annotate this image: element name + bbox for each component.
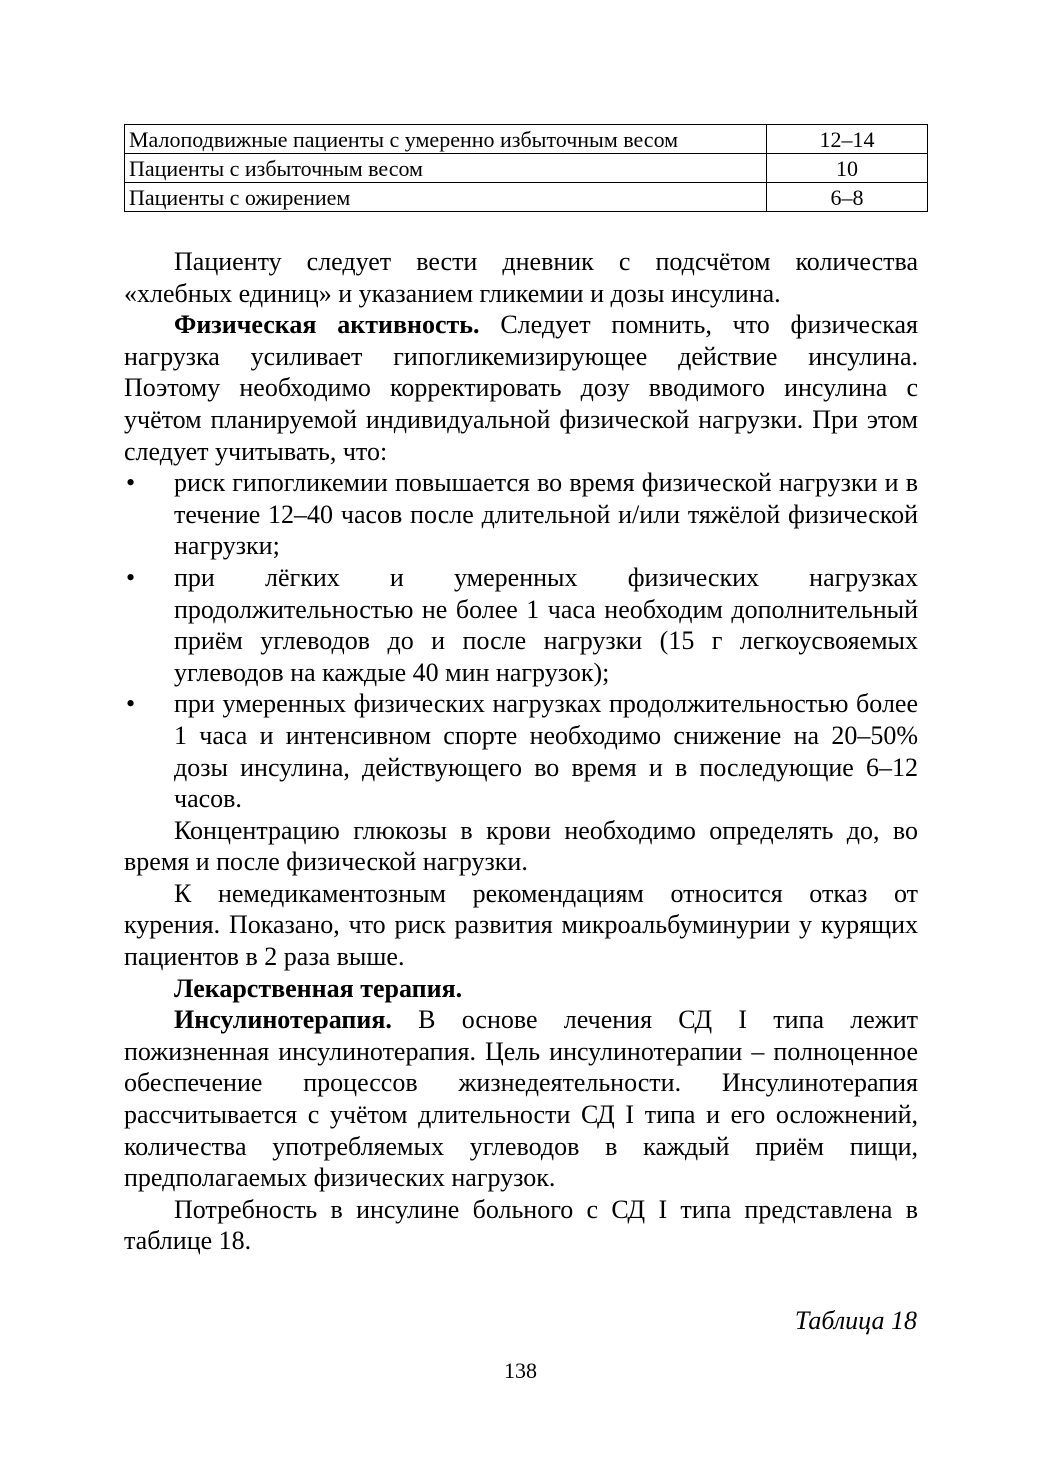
list-item <box>124 467 918 562</box>
paragraph-drug-therapy <box>124 973 918 1005</box>
paragraph-text: Следует помнить, что физическая нагрузка усиливает гипогликемизирующее действие инсулина. Поэтому необходимо корректировать дозу вводимого инсулина с учётом планируемой индивидуальной физической нагрузки. При этом следует учитывать, что: <box>124 310 918 466</box>
table-cell-value: 12–14 <box>767 125 928 154</box>
page-number: 138 <box>504 1358 537 1383</box>
list-item <box>124 688 918 814</box>
list-item-text: при умеренных физических нагрузках продолжительностью более 1 часа и интенсивном спорте необходимо снижение на 20–50% дозы инсулина, действующего во время и в последующие 6–12 часов. <box>174 689 918 814</box>
table-row <box>125 183 928 212</box>
paragraph-text: В основе лечения СД I типа лежит пожизненная инсулинотерапия. Цель инсулинотерапии – полноценное обеспечение процессов жизнедеятельности. Инсулинотерапия рассчитывается с учётом длительности СД I типа и его осложнений, количества употребляемых углеводов в каждый приём пищи, предполагаемых физических нагрузок. <box>124 1005 918 1193</box>
table-row <box>125 154 928 183</box>
body-text <box>124 246 918 1257</box>
bullet-icon: • <box>126 562 136 592</box>
heading-drug-therapy: Лекарственная терапия. <box>174 973 463 1003</box>
heading-physical-activity: Физическая активность. <box>174 310 480 340</box>
table-caption: Таблица 18 <box>794 1306 917 1335</box>
bullet-icon: • <box>126 689 136 719</box>
calorie-table <box>124 124 928 212</box>
table-cell-label: Малоподвижные пациенты с умеренно избыточным весом <box>125 125 767 154</box>
list-item-text: при лёгких и умеренных физических нагрузках продолжительностью не более 1 часа необходим дополнительный приём углеводов до и после нагрузки (15 г легкоусвояемых углеводов на каждые 40 мин нагрузок); <box>174 562 918 687</box>
table-cell-value: 6–8 <box>767 183 928 212</box>
paragraph-physical-activity <box>124 309 918 467</box>
bullet-icon: • <box>126 468 136 498</box>
table-cell-label: Пациенты с ожирением <box>125 183 767 212</box>
table-cell-label: Пациенты с избыточным весом <box>125 154 767 183</box>
bullet-list <box>124 467 918 815</box>
paragraph-smoking: К немедикаментозным рекомендациям относится отказ от курения. Показано, что риск развития микроальбуминурии у курящих пациентов в 2 раза выше. <box>124 878 918 972</box>
paragraph-insulin-therapy <box>124 1004 918 1194</box>
paragraph-glucose: Концентрацию глюкозы в крови необходимо определять до, во время и после физической нагрузки. <box>124 815 918 877</box>
paragraph-insulin-need: Потребность в инсулине больного с СД I типа представлена в таблице 18. <box>124 1194 918 1256</box>
table-row <box>125 125 928 154</box>
list-item-text: риск гипогликемии повышается во время физической нагрузки и в течение 12–40 часов после длительной и/или тяжёлой физической нагрузки; <box>174 468 918 561</box>
list-item <box>124 562 918 688</box>
page-content <box>124 124 918 1257</box>
table-cell-value: 10 <box>767 154 928 183</box>
heading-insulin-therapy: Инсулинотерапия. <box>174 1005 392 1035</box>
paragraph-diary: Пациенту следует вести дневник с подсчётом количества «хлебных единиц» и указанием гликемии и дозы инсулина. <box>124 247 918 308</box>
